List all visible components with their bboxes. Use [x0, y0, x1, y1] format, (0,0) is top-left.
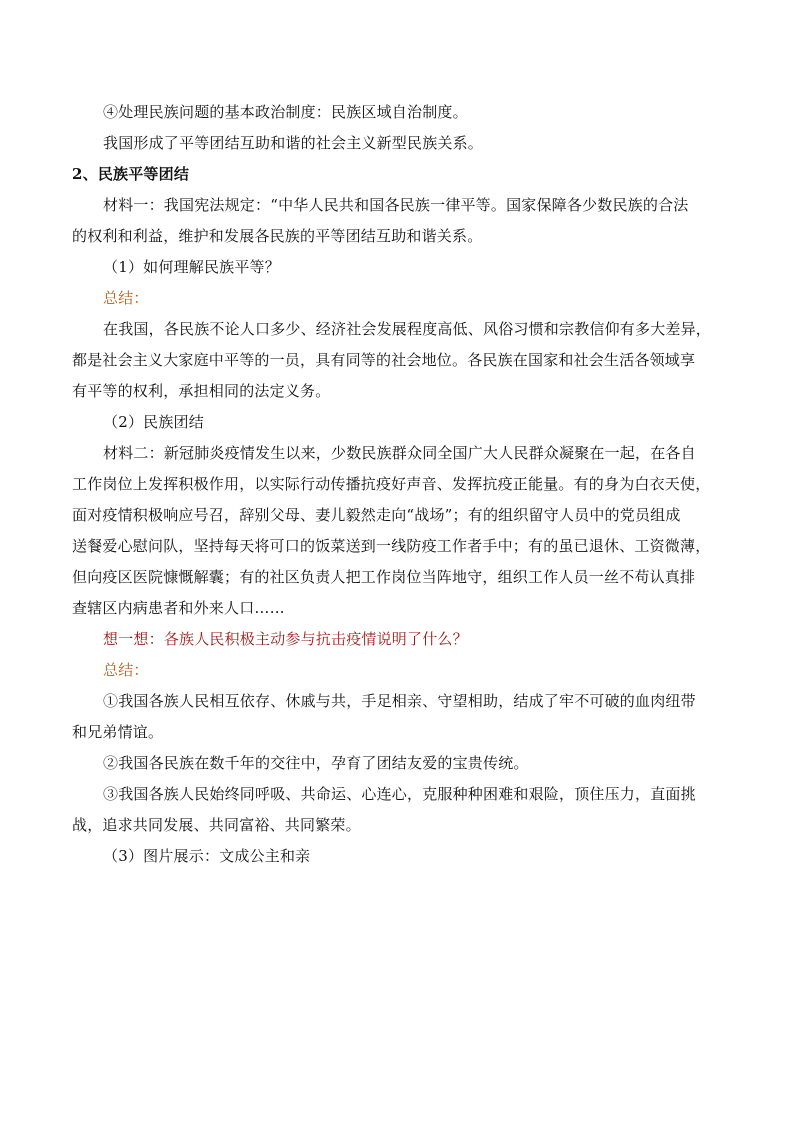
paragraph-line: 但向疫区医院慷慨解囊；有的社区负责人把工作岗位当阵地守，组织工作人员一丝不苟认真排: [72, 568, 696, 586]
paragraph-line: ①我国各族人民相互依存、休戚与共，手足相亲、守望相助，结成了牢不可破的血肉纽带: [103, 692, 696, 710]
section-heading: 2、民族平等团结: [72, 165, 190, 183]
question-line: （1）如何理解民族平等？: [103, 258, 280, 276]
paragraph-line: 材料二：新冠肺炎疫情发生以来，少数民族群众同全国广大人民群众凝聚在一起，在各自: [103, 444, 696, 462]
paragraph-line: 在我国，各民族不论人口多少、经济社会发展程度高低、风俗习惯和宗教信仰有多大差异，: [103, 320, 712, 338]
paragraph-line: 查辖区内病患者和外来人口……: [72, 599, 285, 617]
summary-label: 总结：: [103, 289, 149, 307]
paragraph-line: 送餐爱心慰问队，坚持每天将可口的饭菜送到一线防疫工作者手中；有的虽已退休、工资微薄，: [72, 537, 711, 555]
paragraph-line: ②我国各民族在数千年的交往中，孕育了团结友爱的宝贵传统。: [103, 754, 529, 772]
paragraph-line: 我国形成了平等团结互助和谐的社会主义新型民族关系。: [103, 134, 484, 152]
paragraph-line: 的权利和利益，维护和发展各民族的平等团结互助和谐关系。: [72, 227, 483, 245]
think-question: 想一想：各族人民积极主动参与抗击疫情说明了什么？: [103, 630, 468, 648]
question-line: （3）图片展示：文成公主和亲: [103, 847, 311, 865]
paragraph-line: 和兄弟情谊。: [72, 723, 164, 741]
paragraph-line: 战，追求共同发展、共同富裕、共同繁荣。: [72, 816, 361, 834]
paragraph-line: 有平等的权利，承担相同的法定义务。: [72, 382, 331, 400]
question-line: （2）民族团结: [103, 413, 204, 431]
paragraph-line: ③我国各族人民始终同呼吸、共命运、心连心，克服种种困难和艰险，顶住压力，直面挑: [103, 785, 696, 803]
paragraph-line: 都是社会主义大家庭中平等的一员，具有同等的社会地位。各民族在国家和社会生活各领域享: [72, 351, 696, 369]
summary-label: 总结：: [103, 661, 149, 679]
paragraph-line: 面对疫情积极响应号召，辞别父母、妻儿毅然走向“战场”；有的组织留守人员中的党员组成: [72, 506, 681, 524]
paragraph-line: ④处理民族问题的基本政治制度：民族区域自治制度。: [103, 103, 468, 121]
paragraph-line: 工作岗位上发挥积极作用，以实际行动传播抗疫好声音、发挥抗疫正能量。有的身为白衣天使，: [72, 475, 711, 493]
paragraph-line: 材料一：我国宪法规定：“中华人民共和国各民族一律平等。国家保障各少数民族的合法: [103, 196, 689, 214]
